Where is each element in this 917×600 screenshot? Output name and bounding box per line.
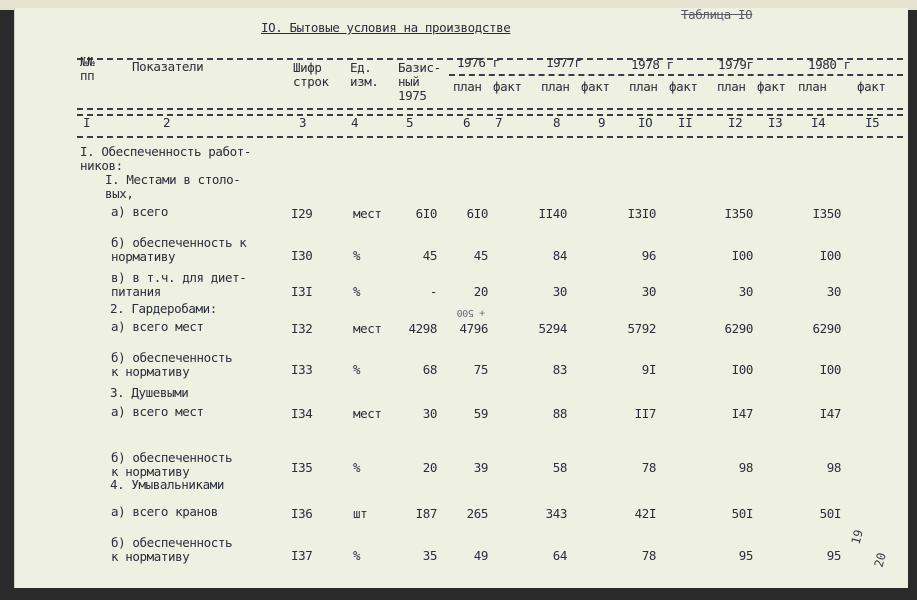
colnum-2: 2 bbox=[163, 115, 171, 130]
cell-code: I29 bbox=[291, 206, 313, 221]
colnum-1: I bbox=[83, 115, 91, 130]
cell-p76: 45 bbox=[473, 248, 488, 263]
row-label: а) всего мест bbox=[111, 404, 204, 419]
cell-p76: 20 bbox=[473, 284, 488, 299]
page-number-a: 19 bbox=[848, 528, 866, 546]
cell-p77: II40 bbox=[538, 206, 567, 221]
cell-p80: 98 bbox=[826, 460, 841, 475]
colnum-12: I2 bbox=[728, 115, 743, 130]
year-1977: 1977г bbox=[546, 55, 582, 70]
plan-1976: план bbox=[453, 79, 482, 94]
fact-1978: факт bbox=[669, 79, 698, 94]
colnum-13: I3 bbox=[768, 115, 783, 130]
cell-p76: 59 bbox=[473, 406, 488, 421]
colnum-7: 7 bbox=[495, 115, 503, 130]
header-code: Шифр строк bbox=[293, 60, 329, 89]
cell-p78: 30 bbox=[641, 284, 656, 299]
cell-p76: 265 bbox=[466, 506, 488, 521]
row-label: б) обеспеченность к нормативу bbox=[111, 235, 247, 264]
colnum-10: IO bbox=[638, 115, 653, 130]
table-label: Таблица IO bbox=[681, 7, 753, 22]
rule-header-bottom bbox=[77, 108, 903, 110]
cell-unit: % bbox=[353, 548, 361, 563]
year-1980: 1980 г bbox=[808, 57, 851, 72]
colnum-5: 5 bbox=[406, 115, 414, 130]
cell-p78: 9I bbox=[641, 362, 656, 377]
section-3: 3. Душевыми bbox=[110, 385, 189, 400]
cell-p80: 95 bbox=[826, 548, 841, 563]
cell-p79: I47 bbox=[731, 406, 753, 421]
rule-colnums bbox=[77, 136, 903, 138]
fact-1979: факт bbox=[757, 79, 786, 94]
year-1979: 1979г bbox=[718, 57, 754, 72]
row-label: б) обеспеченность к нормативу bbox=[111, 535, 233, 564]
header-base: Базис- ный 1975 bbox=[398, 60, 441, 103]
plan-1980: план bbox=[798, 79, 827, 94]
colnum-6: 6 bbox=[463, 115, 471, 130]
section-4: 4. Умывальниками bbox=[110, 477, 225, 492]
cell-p77: 5294 bbox=[538, 321, 567, 336]
page-number-b: 20 bbox=[871, 551, 889, 569]
header-unit: Ед. изм. bbox=[350, 60, 379, 89]
cell-p77: 84 bbox=[552, 248, 567, 263]
cell-p77: 88 bbox=[552, 406, 567, 421]
cell-p78: I3I0 bbox=[627, 206, 656, 221]
cell-p80: I350 bbox=[812, 206, 841, 221]
cell-code: I37 bbox=[291, 548, 313, 563]
cell-code: I33 bbox=[291, 362, 313, 377]
colnum-8: 8 bbox=[553, 115, 561, 130]
cell-p78: 78 bbox=[641, 460, 656, 475]
cell-unit: мест bbox=[353, 321, 382, 336]
colnum-14: I4 bbox=[811, 115, 826, 130]
cell-p79: I350 bbox=[724, 206, 753, 221]
cell-base: 6I0 bbox=[415, 206, 437, 221]
page-title: IO. Бытовые условия на производстве bbox=[261, 20, 511, 35]
cell-p79: 30 bbox=[738, 284, 753, 299]
colnum-4: 4 bbox=[351, 115, 359, 130]
year-1976: 1976 г bbox=[457, 55, 500, 70]
cell-p77: 83 bbox=[552, 362, 567, 377]
cell-base: 4298 bbox=[408, 321, 437, 336]
cell-p79: I00 bbox=[731, 248, 753, 263]
cell-p78: II7 bbox=[634, 406, 656, 421]
colnum-3: 3 bbox=[299, 115, 307, 130]
cell-p76: 6I0 bbox=[466, 206, 488, 221]
cell-p78: 5792 bbox=[627, 321, 656, 336]
cell-base: 20 bbox=[422, 460, 437, 475]
colnum-11: II bbox=[678, 115, 693, 130]
cell-unit: мест bbox=[353, 206, 382, 221]
cell-p80: I00 bbox=[819, 248, 841, 263]
row-label: б) обеспеченность к нормативу bbox=[111, 350, 233, 379]
cell-base: 45 bbox=[422, 248, 437, 263]
cell-code: I3I bbox=[291, 284, 313, 299]
cell-unit: % bbox=[353, 362, 361, 377]
row-label: б) обеспеченность к нормативу bbox=[111, 450, 233, 479]
cell-p77: 58 bbox=[552, 460, 567, 475]
cell-p79: I00 bbox=[731, 362, 753, 377]
cell-unit: шт bbox=[353, 506, 368, 521]
document-page bbox=[14, 8, 908, 588]
cell-code: I32 bbox=[291, 321, 313, 336]
cell-unit: мест bbox=[353, 406, 382, 421]
cell-base: 35 bbox=[422, 548, 437, 563]
fact-1977: факт bbox=[581, 79, 610, 94]
cell-code: I30 bbox=[291, 248, 313, 263]
cell-unit: % bbox=[353, 284, 361, 299]
cell-p79: 50I bbox=[731, 506, 753, 521]
cell-p76: 49 bbox=[473, 548, 488, 563]
year-1978: 1978 г bbox=[631, 57, 674, 72]
cell-code: I35 bbox=[291, 460, 313, 475]
header-num: №№ пп bbox=[80, 54, 95, 83]
section-1: I. Обеспеченность работ- ников: bbox=[80, 144, 252, 173]
cell-unit: % bbox=[353, 248, 361, 263]
cell-p80: 6290 bbox=[812, 321, 841, 336]
section-1-1: I. Местами в столо- вых, bbox=[105, 172, 241, 201]
cell-p77: 30 bbox=[552, 284, 567, 299]
cell-p80: 30 bbox=[826, 284, 841, 299]
cell-p78: 96 bbox=[641, 248, 656, 263]
cell-p78: 42I bbox=[634, 506, 656, 521]
cell-base: 68 bbox=[422, 362, 437, 377]
cell-base: I87 bbox=[415, 506, 437, 521]
cell-p78: 78 bbox=[641, 548, 656, 563]
cell-base: 30 bbox=[422, 406, 437, 421]
cell-p80: I47 bbox=[819, 406, 841, 421]
plan-1978: план bbox=[629, 79, 658, 94]
cell-code: I34 bbox=[291, 406, 313, 421]
cell-p80: I00 bbox=[819, 362, 841, 377]
header-indicator: Показатели bbox=[132, 59, 204, 74]
colnum-15: I5 bbox=[865, 115, 880, 130]
fact-1980: факт bbox=[857, 79, 886, 94]
cell-unit: % bbox=[353, 460, 361, 475]
cell-p76: 4796 bbox=[459, 321, 488, 336]
cell-p77: 343 bbox=[545, 506, 567, 521]
cell-p77: 64 bbox=[552, 548, 567, 563]
cell-p80: 50I bbox=[819, 506, 841, 521]
cell-p79: 6290 bbox=[724, 321, 753, 336]
row-label: а) всего кранов bbox=[111, 504, 218, 519]
plan-1977: план bbox=[541, 79, 570, 94]
cell-p76: 75 bbox=[473, 362, 488, 377]
row-label: а) всего мест bbox=[111, 319, 204, 334]
fact-1976: факт bbox=[493, 79, 522, 94]
cell-code: I36 bbox=[291, 506, 313, 521]
cell-p79: 98 bbox=[738, 460, 753, 475]
section-2: 2. Гардеробами: bbox=[110, 301, 217, 316]
cell-base: - bbox=[429, 284, 437, 299]
cell-p79: 95 bbox=[738, 548, 753, 563]
rule-years bbox=[449, 74, 903, 76]
colnum-9: 9 bbox=[598, 115, 606, 130]
row-label: а) всего bbox=[111, 204, 169, 219]
cell-p76: 39 bbox=[473, 460, 488, 475]
plan-1979: план bbox=[717, 79, 746, 94]
handwritten-annotation: + 500 bbox=[457, 307, 486, 318]
row-label: в) в т.ч. для диет- питания bbox=[111, 270, 247, 299]
